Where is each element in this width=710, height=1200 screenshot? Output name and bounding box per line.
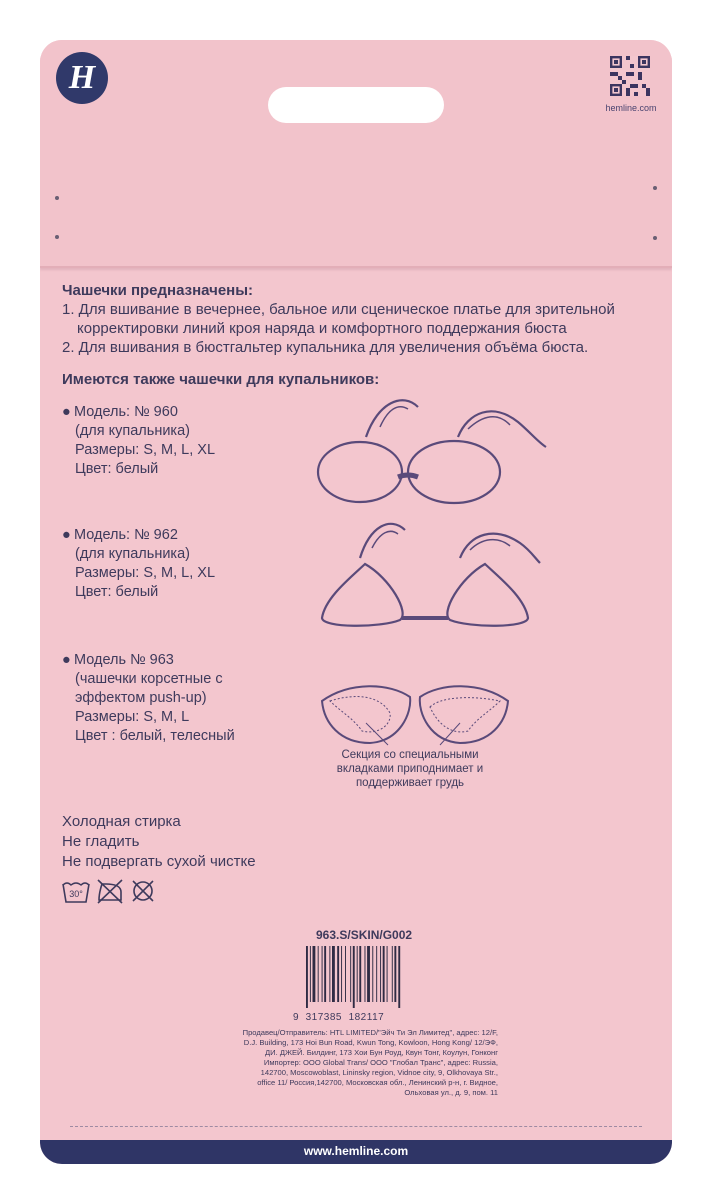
care-line: Не гладить [62, 833, 140, 850]
model-title: Модель: № 962 [74, 527, 178, 543]
barcode-bar [350, 946, 351, 1002]
model-sizes: Размеры: S, M, L, XL [75, 442, 216, 458]
model-note: эффектом push-up) [75, 690, 207, 706]
barcode-bar [398, 946, 400, 1008]
barcode-bar [345, 946, 346, 1002]
barcode-bar [329, 946, 330, 1002]
barcode-bar [367, 946, 370, 1002]
model-sizes: Размеры: S, M, L [75, 709, 190, 725]
barcode-bar [387, 946, 388, 1002]
barcode [304, 946, 434, 1008]
legal-line: Импортер: ООО Global Trans/ ООО "Глобал Транс", адрес: Russia, [263, 1058, 498, 1067]
model-color: Цвет : белый, телесный [75, 728, 235, 744]
model-note: (для купальника) [75, 423, 190, 439]
barcode-bar [394, 946, 396, 1002]
care-line: Холодная стирка [62, 813, 181, 830]
model-title: Модель № 963 [74, 652, 174, 668]
barcode-bar [337, 946, 339, 1002]
no-iron-icon [96, 878, 124, 904]
flap-dot [55, 235, 59, 239]
model-962 [62, 526, 215, 602]
flap-dot [55, 196, 59, 200]
barcode-bar [365, 946, 366, 1002]
note-line: Секция со специальными [341, 749, 479, 761]
barcode-bar [318, 946, 319, 1002]
qr-url: hemline.com [605, 103, 657, 113]
model-color: Цвет: белый [75, 461, 159, 477]
legal-line: 142700, Moscowoblast, Lininsky region, Vidnoe city, 9, Olkhovaya Str., [260, 1068, 498, 1077]
barcode-bar [353, 946, 355, 1008]
legal-line: Ольховая ул., д. 9, пом. 11 [404, 1088, 498, 1097]
wash-30-icon [62, 878, 90, 904]
package-card [40, 40, 672, 1164]
barcode-bar [392, 946, 393, 1002]
model-sizes: Размеры: S, M, L, XL [75, 565, 216, 581]
intro-heading: Чашечки предназначены: [62, 282, 254, 299]
intro-item: корректировки линий кроя наряда и комфортного поддержания бюста [77, 320, 567, 337]
barcode-bar [372, 946, 373, 1002]
barcode-bar [313, 946, 316, 1002]
barcode-lead: 9 [293, 1012, 300, 1023]
legal-line: D.J. Building, 173 Hoi Bun Road, Kwun Tong, Kowloon, Hong Kong/ 12/ЭФ, [243, 1038, 498, 1047]
model-note: (для купальника) [75, 546, 190, 562]
hemline-logo: H [56, 52, 108, 104]
barcode-bar [324, 946, 326, 1002]
product-code: 963.S/SKIN/G002 [316, 928, 413, 942]
intro-item: 1. Для вшивание в вечернее, бальное или сценическое платье для зрительной [62, 301, 615, 318]
wash-temp-label: 30° [69, 889, 83, 899]
barcode-bar [383, 946, 385, 1002]
push-up-note [320, 748, 500, 790]
barcode-left: 317385 [305, 1012, 342, 1023]
also-heading: Имеются также чашечки для купальников: [62, 371, 380, 388]
model-title: Модель: № 960 [74, 404, 178, 420]
barcode-bar [380, 946, 381, 1002]
model-note: (чашечки корсетные с [75, 671, 223, 687]
header-flap [40, 40, 672, 268]
note-line: поддерживает грудь [355, 777, 465, 789]
legal-line: ДИ. ДЖЕЙ. Билдинг, 173 Хои Бун Роуд, Квун Тонг, Коулун, Гонконг [265, 1048, 498, 1057]
barcode-bar [306, 946, 308, 1008]
flap-dot [653, 186, 657, 190]
model-960 [62, 403, 215, 479]
barcode-bar [341, 946, 342, 1002]
barcode-right: 182117 [348, 1012, 385, 1023]
hang-hole [268, 87, 444, 123]
barcode-bar [310, 946, 311, 1002]
bullet-icon: ● [62, 652, 71, 668]
care-instructions [62, 812, 256, 872]
legal-line: office 11/ Россия,142700, Московская обл., Ленинский р-н, г. Видное, [257, 1078, 498, 1087]
barcode-bar [332, 946, 335, 1002]
care-line: Не подвергать сухой чистке [62, 853, 256, 870]
intro-item: 2. Для вшивания в бюстгальтер купальника для увеличения объёма бюста. [62, 339, 589, 356]
legal-line: Продавец/Отправитель: HTL LIMITED/"Эйч Ти Эл Лимитед", адрес: 12/F, [242, 1028, 498, 1037]
barcode-bar [357, 946, 358, 1002]
bullet-icon: ● [62, 404, 71, 420]
no-dry-clean-icon [130, 878, 156, 904]
barcode-bar [359, 946, 361, 1002]
cup-960-drawing [318, 397, 548, 507]
cup-963-drawing [320, 683, 540, 749]
footer-url[interactable]: www.hemline.com [303, 1144, 409, 1158]
bullet-icon: ● [62, 527, 71, 543]
stitch-line [70, 1126, 642, 1127]
cup-962-drawing [320, 518, 550, 630]
flap-dot [653, 236, 657, 240]
note-line: вкладками приподнимает и [336, 763, 484, 775]
qr-code-icon [610, 56, 650, 96]
legal-info [206, 1028, 498, 1098]
barcode-number [293, 1012, 384, 1023]
model-color: Цвет: белый [75, 584, 159, 600]
model-963 [62, 651, 235, 746]
barcode-bar [376, 946, 377, 1002]
barcode-bar [322, 946, 323, 1002]
